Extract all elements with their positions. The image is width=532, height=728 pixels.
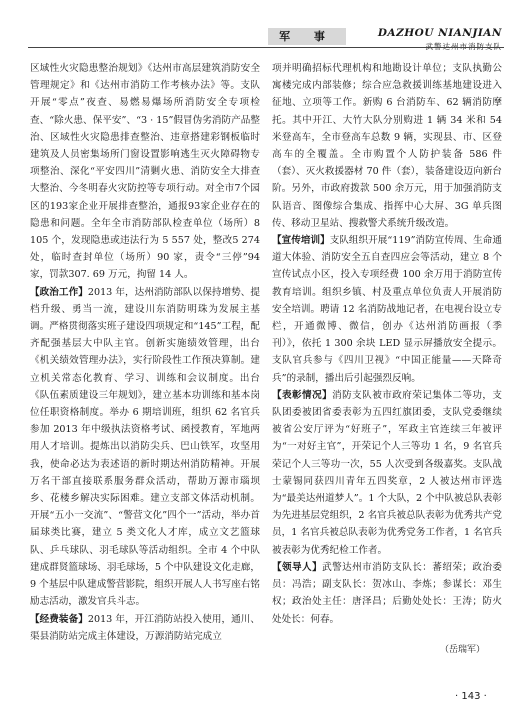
yearbook-title: DAZHOU NIANJIAN <box>377 27 502 39</box>
paragraph <box>272 232 502 387</box>
paragraph-text: 支队组织开展“119”消防宣传周、生命通道大体验、消防安全五自查四应会等活动，建立 8 个宣传试点小区，投入专项经费 100 余万用于消防宣传教育培训。组织乡镇、村及重点单位负责人开展消防安全培训。聘请 12 名消防战地记者，在电视台设立专栏，开通微博、微信，创办《达州消防画报（季刊）》，依托 1 300 余块 LED 显示屏播放安全提示。支队官兵参与《四川卫视》“中国正能量——天降奇兵”的录制，播出后引起强烈反响。 <box>272 235 503 384</box>
section-heading: 【表彰情况】 <box>272 389 333 401</box>
paragraph-text: 2013 年，达州消防部队以保持增势、提档升级、勇当一流，建设川东消防明珠为发展主基调。严格贯彻落实班子建设四项规定和“145”工程，配齐配强基层大中队主官。创新实施绩效管理，出台《机关绩效管理办法》，实行阶段性工作预决算制。建立机关常态化教育、学习、训练和会议制度。出台《队伍素质建设三年规划》，建立基本功训练和基本岗位任职资格制度。举办 6 期培训班，组织 62 名官兵参加 2013 年中级执法资格考试、函授教育，军地两用人才培训。提炼出以消防尖兵、巴山铁军，攻坚用我，使命必达为表述语的新时期达州消防精神。开展万名干部直接联系服务群众活动，帮助万源市瑙坝乡、花楼乡解决实际困难。建立支部文体活动机制。开展“五小一交流”、“警营文化”四个一”活动，举办首届球类比赛，建立 5 类文化人才库，成立文艺篮球队、乒乓球队、羽毛球队等活动组织。全市 4 个中队建成群贤篮球场、羽毛球场，5 个中队建设文化走廊，9 个基层中队建成警营影院，组织开展人人书写座右铭励志活动，激发官兵斗志。 <box>30 286 261 608</box>
paragraph: 项并明确招标代理机构和地勘设计单位；支队执勤公寓楼完成内部装修；综合应急救援训练基地建设进入征地、立项等工作。新购 6 台消防车、62 辆消防摩托。其中开江、大竹大队分别购进 1 辆 34 米和 54 米登高车，全市登高车总数 9 辆，实现县、市、区登高车的全覆盖。全市购置个人防护装备 586 件（套）、灭火救援器材 70 件（套），装备建设迈向新台阶。另外，市政府拨款 500 余万元，用于加强消防支队语音、图像综合集成、指挥中心大屏、3G 单兵图传、移动卫星站、搜救警犬系统升级改造。 <box>272 63 502 229</box>
right-column <box>272 60 502 628</box>
left-column <box>30 60 260 645</box>
paragraph <box>272 559 502 628</box>
section-tab: 军 事 <box>268 28 346 45</box>
header-rule <box>28 47 504 48</box>
section-heading: 【经费装备】 <box>30 613 88 625</box>
paragraph: 区域性火灾隐患整治规划》《达州市高层建筑消防安全管理规定》和《达州市消防工作考核办法》等。支队开展“零点”夜查、易燃易爆场所消防安全专项检查、“除火患、保平安”、“3 · 15”假冒伪劣消防产品整治、区域性火灾隐患排查整治、违章搭建彩钢板临时建筑及人员密集场所门窗设置影响逃生灭火障碍物专项整治、深化“平安四川”清剿火患、消防安全大排查大整治、今冬明春火灾防控等专项行动。对全市7个园区的193家企业开展排查整治，通报93家企业存在的隐患和问题。全年全市消防部队检查单位（场所）8 105 个，发现隐患或违法行为 5 557 处，整改5 274 处，临时查封单位（场所）90 家，责令“三停”94 家，罚款307. 69 万元，拘留 14 人。 <box>30 63 260 281</box>
paragraph <box>30 611 260 645</box>
paragraph-text: 2013 年，开江消防站投入使用，通川、渠县消防站完成主体建设，万源消防站完成立 <box>30 613 261 642</box>
section-heading: 【宣传培训】 <box>272 235 330 247</box>
paragraph-text: 武警达州市消防支队长：蕃绍荣；政治委员：冯浩；副支队长：贺冰山、李炼；参谋长：邓生权；政治处主任：唐泽昌；后勤处处长：王涛；防火处处长：何春。 <box>272 561 503 625</box>
section-heading: 【政治工作】 <box>30 286 88 298</box>
paragraph <box>272 387 502 559</box>
paragraph-text: 消防支队被市政府荣记集体二等功，支队团委被团省委表彰为五四红旗团委，支队党委继续被省公安厅评为“好班子”，军政主官连续三年被评为“一对好主官”，开荣记个人三等功 1 名，9 名官兵荣记个人三等功一次，55 人次受到各级嘉奖。支队战士蒙锡同获四川青年五四奖章，2 人被达州市评选为“最美达州道梦人”。1 个大队，2 个中队被总队表彰为先进基层党组织，2 名官兵被总队表彰为优秀共产党员，1 名官兵被总队表彰为优秀党务工作者，1 名官兵被表彰为优秀纪检工作者。 <box>272 389 503 556</box>
author-signature: （岳瑞军） <box>440 645 486 655</box>
page-number: · 143 · <box>455 691 487 702</box>
paragraph <box>30 284 260 611</box>
section-heading: 【领导人】 <box>272 561 323 573</box>
